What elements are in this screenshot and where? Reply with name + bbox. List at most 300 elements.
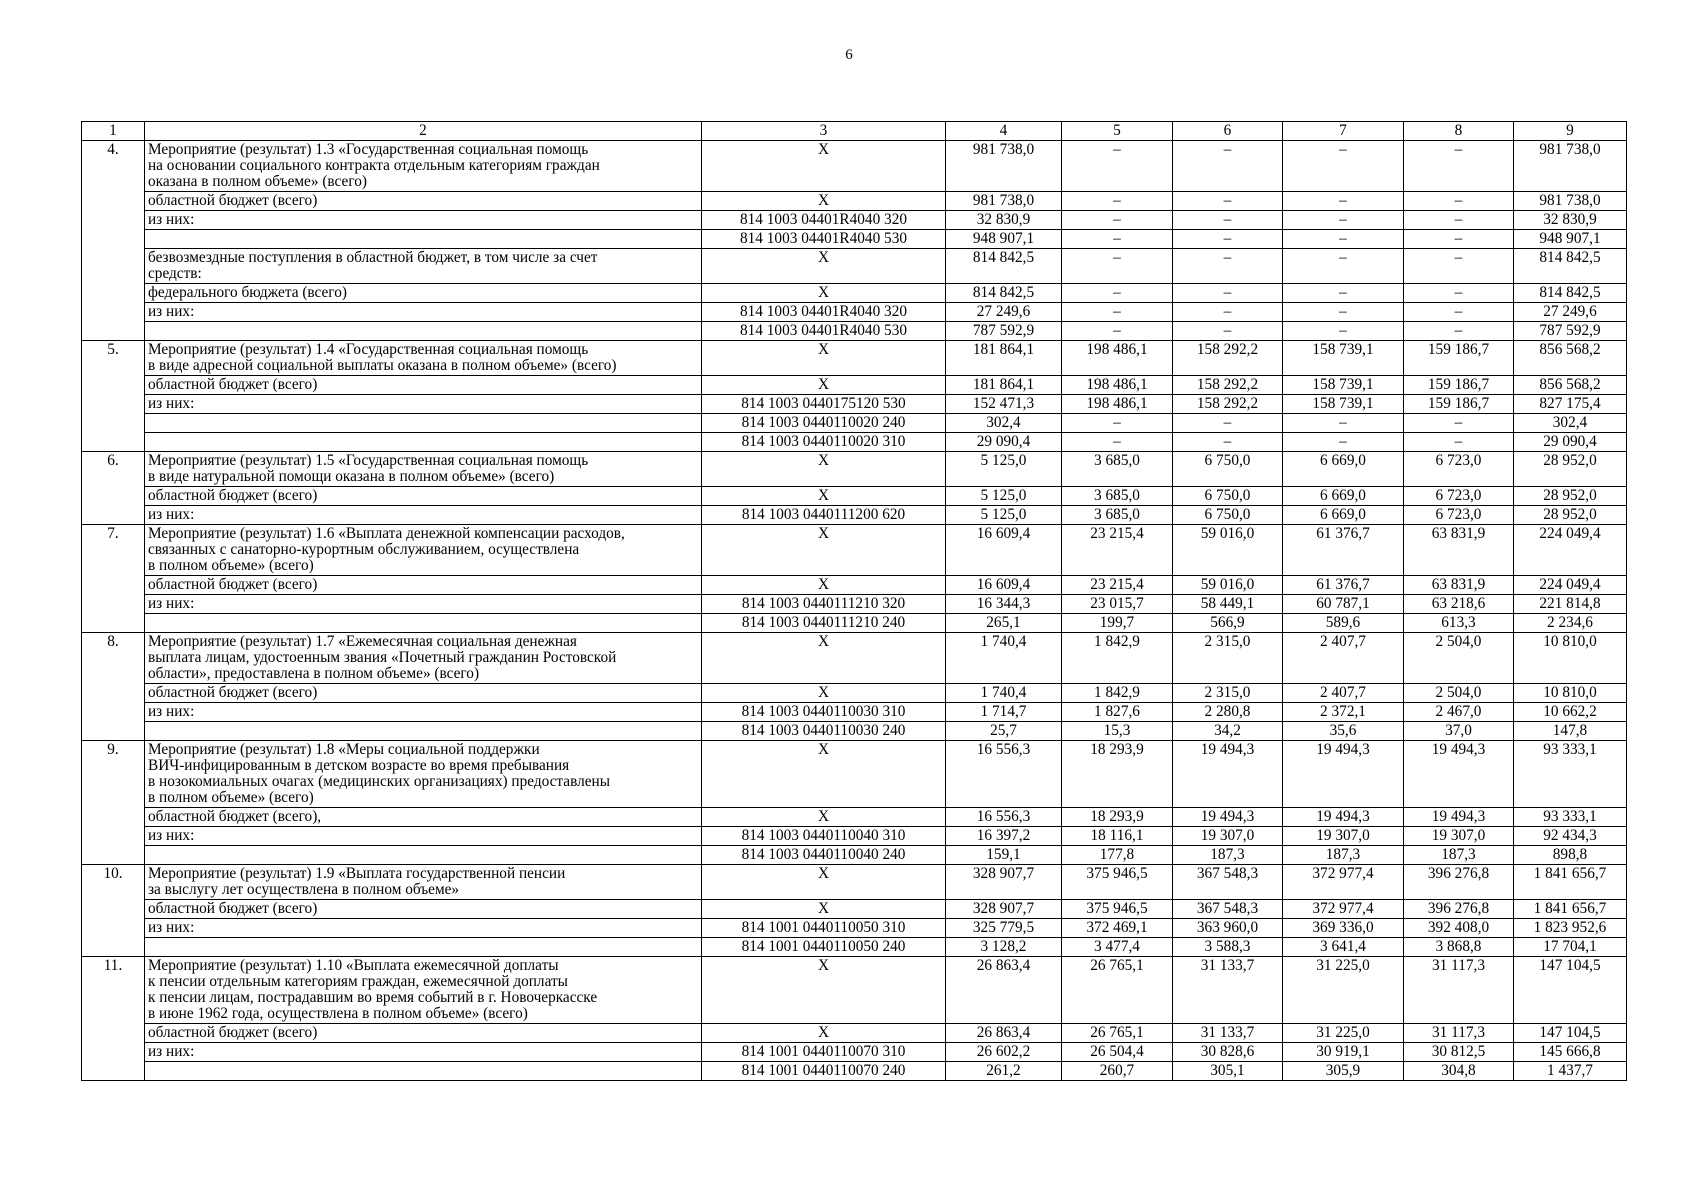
year-value: 32 830,9 [946,211,1062,230]
year-value: 187,3 [1173,846,1283,865]
total-value: 1 841 656,7 [1514,865,1627,900]
budget-code: 814 1003 0440110020 310 [702,433,946,452]
year-value: 18 293,9 [1062,808,1173,827]
sub-row [82,395,1627,414]
total-value: 93 333,1 [1514,808,1627,827]
year-value: – [1062,284,1173,303]
total-value: 1 823 952,6 [1514,919,1627,938]
year-value: 981 738,0 [946,192,1062,211]
year-value: – [1173,322,1283,341]
year-value: – [1062,414,1173,433]
row-description: из них: [145,919,702,938]
year-value: – [1062,230,1173,249]
year-value: – [1404,141,1514,192]
sub-row [82,322,1627,341]
year-value: 3 477,4 [1062,938,1173,957]
year-value: – [1283,414,1404,433]
budget-code: X [702,525,946,576]
year-value: – [1062,249,1173,284]
row-description [145,938,702,957]
measure-row [82,741,1627,808]
year-value: 158 292,2 [1173,341,1283,376]
year-value: 6 750,0 [1173,506,1283,525]
year-value: 6 723,0 [1404,487,1514,506]
year-value: – [1173,141,1283,192]
year-value: 372 977,4 [1283,900,1404,919]
total-value: 147 104,5 [1514,1024,1627,1043]
year-value: 2 407,7 [1283,684,1404,703]
row-description: из них: [145,1043,702,1062]
year-value: 30 812,5 [1404,1043,1514,1062]
year-value: 187,3 [1283,846,1404,865]
budget-code: 814 1003 0440110040 240 [702,846,946,865]
row-description: Мероприятие (результат) 1.5 «Государственная социальная помощь в виде натуральной помощи оказана в полном объеме» (всего) [145,452,702,487]
year-value: 948 907,1 [946,230,1062,249]
total-value: 981 738,0 [1514,192,1627,211]
year-value: 3 128,2 [946,938,1062,957]
total-value: 10 810,0 [1514,633,1627,684]
budget-code: 814 1003 0440175120 530 [702,395,946,414]
year-value: 198 486,1 [1062,395,1173,414]
sub-row [82,487,1627,506]
budget-code: 814 1003 0440111210 320 [702,595,946,614]
year-value: – [1173,192,1283,211]
row-description: федерального бюджета (всего) [145,284,702,303]
total-value: 92 434,3 [1514,827,1627,846]
total-value: 28 952,0 [1514,506,1627,525]
year-value: – [1404,433,1514,452]
year-value: 15,3 [1062,722,1173,741]
sub-row [82,414,1627,433]
total-value: 221 814,8 [1514,595,1627,614]
total-value: 224 049,4 [1514,576,1627,595]
total-value: 1 437,7 [1514,1062,1627,1081]
year-value: – [1062,192,1173,211]
year-value: – [1173,433,1283,452]
year-value: – [1062,433,1173,452]
year-value: 1 842,9 [1062,684,1173,703]
year-value: 814 842,5 [946,284,1062,303]
year-value: 19 307,0 [1283,827,1404,846]
budget-code: X [702,284,946,303]
row-description: Мероприятие (результат) 1.8 «Меры социальной поддержки ВИЧ-инфицированным в детском возрасте во время пребывания в нозокомиальных очагах (медицинских организациях) предоставлены в полном объеме» (всего) [145,741,702,808]
year-value: – [1404,284,1514,303]
budget-code: 814 1003 0440111210 240 [702,614,946,633]
row-description: Мероприятие (результат) 1.7 «Ежемесячная социальная денежная выплата лицам, удостоенным звания «Почетный гражданин Ростовской области», предоставлена в полном объеме» (всего) [145,633,702,684]
year-value: 6 750,0 [1173,452,1283,487]
total-value: 827 175,4 [1514,395,1627,414]
year-value: – [1404,211,1514,230]
budget-code: X [702,1024,946,1043]
year-value: 26 765,1 [1062,957,1173,1024]
budget-code: X [702,633,946,684]
budget-code: X [702,141,946,192]
sub-row [82,900,1627,919]
year-value: 305,1 [1173,1062,1283,1081]
year-value: 363 960,0 [1173,919,1283,938]
row-description: областной бюджет (всего) [145,376,702,395]
column-number-row [82,122,1627,141]
year-value: 31 117,3 [1404,957,1514,1024]
column-number: 9 [1514,122,1627,141]
year-value: 1 740,4 [946,684,1062,703]
sub-row [82,284,1627,303]
total-value: 29 090,4 [1514,433,1627,452]
row-description: из них: [145,827,702,846]
total-value: 224 049,4 [1514,525,1627,576]
year-value: 19 494,3 [1283,808,1404,827]
year-value: 31 133,7 [1173,957,1283,1024]
year-value: – [1283,211,1404,230]
sub-row [82,576,1627,595]
total-value: 93 333,1 [1514,741,1627,808]
budget-code: 814 1003 0440110020 240 [702,414,946,433]
year-value: 26 863,4 [946,957,1062,1024]
year-value: 31 225,0 [1283,957,1404,1024]
year-value: 177,8 [1062,846,1173,865]
year-value: 59 016,0 [1173,576,1283,595]
total-value: 27 249,6 [1514,303,1627,322]
budget-code: 814 1001 0440110070 310 [702,1043,946,1062]
row-description: областной бюджет (всего) [145,576,702,595]
year-value: 2 372,1 [1283,703,1404,722]
measure-row [82,865,1627,900]
item-number: 11. [82,957,145,1081]
year-value: 2 504,0 [1404,684,1514,703]
row-description: из них: [145,303,702,322]
budget-code: X [702,576,946,595]
year-value: 3 685,0 [1062,487,1173,506]
year-value: 159 186,7 [1404,376,1514,395]
row-description [145,846,702,865]
sub-row [82,827,1627,846]
year-value: 981 738,0 [946,141,1062,192]
total-value: 145 666,8 [1514,1043,1627,1062]
year-value: 372 977,4 [1283,865,1404,900]
year-value: 3 641,4 [1283,938,1404,957]
total-value: 147 104,5 [1514,957,1627,1024]
year-value: 1 714,7 [946,703,1062,722]
year-value: – [1283,141,1404,192]
row-description [145,1062,702,1081]
year-value: 814 842,5 [946,249,1062,284]
year-value: 19 494,3 [1173,741,1283,808]
year-value: 16 609,4 [946,525,1062,576]
year-value: 16 397,2 [946,827,1062,846]
year-value: 6 669,0 [1283,487,1404,506]
row-description: Мероприятие (результат) 1.9 «Выплата государственной пенсии за выслугу лет осуществлена в полном объеме» [145,865,702,900]
year-value: 159 186,7 [1404,341,1514,376]
year-value: 6 669,0 [1283,506,1404,525]
budget-code: 814 1001 0440110070 240 [702,1062,946,1081]
year-value: 261,2 [946,1062,1062,1081]
budget-code: 814 1003 04401R4040 320 [702,303,946,322]
total-value: 814 842,5 [1514,249,1627,284]
item-number: 9. [82,741,145,865]
year-value: 16 344,3 [946,595,1062,614]
sub-row [82,722,1627,741]
year-value: 3 868,8 [1404,938,1514,957]
sub-row [82,1043,1627,1062]
year-value: 60 787,1 [1283,595,1404,614]
year-value: 181 864,1 [946,341,1062,376]
row-description: областной бюджет (всего) [145,487,702,506]
sub-row [82,506,1627,525]
year-value: 372 469,1 [1062,919,1173,938]
total-value: 2 234,6 [1514,614,1627,633]
year-value: – [1404,192,1514,211]
sub-row [82,376,1627,395]
total-value: 10 810,0 [1514,684,1627,703]
column-number: 1 [82,122,145,141]
row-description: из них: [145,395,702,414]
year-value: 2 315,0 [1173,684,1283,703]
year-value: 29 090,4 [946,433,1062,452]
budget-code: X [702,487,946,506]
total-value: 32 830,9 [1514,211,1627,230]
budget-code: 814 1001 0440110050 240 [702,938,946,957]
year-value: 37,0 [1404,722,1514,741]
budget-code: 814 1001 0440110050 310 [702,919,946,938]
budget-code: 814 1003 0440110030 240 [702,722,946,741]
year-value: 26 504,4 [1062,1043,1173,1062]
row-description: областной бюджет (всего) [145,900,702,919]
year-value: 396 276,8 [1404,900,1514,919]
budget-code: 814 1003 04401R4040 530 [702,322,946,341]
year-value: 27 249,6 [946,303,1062,322]
total-value: 981 738,0 [1514,141,1627,192]
year-value: 305,9 [1283,1062,1404,1081]
column-number: 5 [1062,122,1173,141]
sub-row [82,938,1627,957]
year-value: 787 592,9 [946,322,1062,341]
row-description: из них: [145,595,702,614]
year-value: 19 307,0 [1404,827,1514,846]
budget-code: X [702,452,946,487]
year-value: 328 907,7 [946,900,1062,919]
sub-row [82,249,1627,284]
year-value: 304,8 [1404,1062,1514,1081]
year-value: 35,6 [1283,722,1404,741]
year-value: 159,1 [946,846,1062,865]
budget-code: 814 1003 0440110030 310 [702,703,946,722]
year-value: 158 292,2 [1173,395,1283,414]
year-value: 6 723,0 [1404,506,1514,525]
budget-code: X [702,376,946,395]
year-value: – [1173,249,1283,284]
budget-code: X [702,741,946,808]
year-value: 198 486,1 [1062,376,1173,395]
year-value: 566,9 [1173,614,1283,633]
year-value: 31 225,0 [1283,1024,1404,1043]
year-value: – [1062,322,1173,341]
total-value: 787 592,9 [1514,322,1627,341]
item-number: 4. [82,141,145,341]
row-description: из них: [145,211,702,230]
budget-code: X [702,192,946,211]
year-value: 613,3 [1404,614,1514,633]
year-value: – [1283,322,1404,341]
year-value: 199,7 [1062,614,1173,633]
row-description: областной бюджет (всего), [145,808,702,827]
year-value: 3 588,3 [1173,938,1283,957]
year-value: 6 669,0 [1283,452,1404,487]
year-value: 2 467,0 [1404,703,1514,722]
year-value: 63 831,9 [1404,576,1514,595]
year-value: 59 016,0 [1173,525,1283,576]
year-value: 1 740,4 [946,633,1062,684]
year-value: 2 280,8 [1173,703,1283,722]
row-description [145,433,702,452]
item-number: 7. [82,525,145,633]
sub-row [82,684,1627,703]
measure-row [82,633,1627,684]
total-value: 302,4 [1514,414,1627,433]
year-value: 23 215,4 [1062,576,1173,595]
sub-row [82,919,1627,938]
total-value: 10 662,2 [1514,703,1627,722]
year-value: 16 556,3 [946,741,1062,808]
year-value: 19 494,3 [1283,741,1404,808]
row-description [145,614,702,633]
year-value: 61 376,7 [1283,525,1404,576]
year-value: 158 292,2 [1173,376,1283,395]
year-value: 34,2 [1173,722,1283,741]
total-value: 856 568,2 [1514,341,1627,376]
year-value: 25,7 [946,722,1062,741]
sub-row [82,192,1627,211]
column-number: 4 [946,122,1062,141]
row-description [145,722,702,741]
row-description: Мероприятие (результат) 1.6 «Выплата денежной компенсации расходов, связанных с санаторно-курортным обслуживанием, осуществлена в полном объеме» (всего) [145,525,702,576]
total-value: 1 841 656,7 [1514,900,1627,919]
year-value: 5 125,0 [946,506,1062,525]
sub-row [82,846,1627,865]
column-number: 7 [1283,122,1404,141]
row-description [145,322,702,341]
year-value: 369 336,0 [1283,919,1404,938]
year-value: 31 133,7 [1173,1024,1283,1043]
total-value: 28 952,0 [1514,487,1627,506]
budget-code: X [702,957,946,1024]
year-value: 58 449,1 [1173,595,1283,614]
row-description: областной бюджет (всего) [145,1024,702,1043]
sub-row [82,808,1627,827]
year-value: – [1062,211,1173,230]
sub-row [82,211,1627,230]
year-value: 158 739,1 [1283,341,1404,376]
column-number: 2 [145,122,702,141]
row-description: Мероприятие (результат) 1.4 «Государственная социальная помощь в виде адресной социальной выплаты оказана в полном объеме» (всего) [145,341,702,376]
year-value: 2 315,0 [1173,633,1283,684]
year-value: 375 946,5 [1062,900,1173,919]
table-body [82,122,1627,1081]
year-value: 30 828,6 [1173,1043,1283,1062]
year-value: 367 548,3 [1173,900,1283,919]
year-value: 302,4 [946,414,1062,433]
budget-code: 814 1003 0440111200 620 [702,506,946,525]
year-value: – [1404,249,1514,284]
year-value: 19 307,0 [1173,827,1283,846]
year-value: 158 739,1 [1283,376,1404,395]
year-value: – [1404,322,1514,341]
year-value: – [1283,284,1404,303]
row-description: Мероприятие (результат) 1.3 «Государственная социальная помощь на основании социального контракта отдельным категориям граждан оказана в полном объеме» (всего) [145,141,702,192]
year-value: – [1404,414,1514,433]
total-value: 17 704,1 [1514,938,1627,957]
measure-row [82,452,1627,487]
year-value: – [1062,303,1173,322]
year-value: 19 494,3 [1173,808,1283,827]
year-value: 63 831,9 [1404,525,1514,576]
year-value: 5 125,0 [946,452,1062,487]
budget-code: X [702,684,946,703]
total-value: 28 952,0 [1514,452,1627,487]
page-number: 6 [845,47,853,63]
year-value: 260,7 [1062,1062,1173,1081]
sub-row [82,230,1627,249]
year-value: – [1173,211,1283,230]
sub-row [82,614,1627,633]
year-value: 6 723,0 [1404,452,1514,487]
row-description: Мероприятие (результат) 1.10 «Выплата ежемесячной доплаты к пенсии отдельным категориям граждан, ежемесячной доплаты к пенсии лицам, пострадавшим во время событий в г. Новочеркасске в июне 1962 года, осуществлена в полном объеме» (всего) [145,957,702,1024]
year-value: 16 556,3 [946,808,1062,827]
year-value: 325 779,5 [946,919,1062,938]
item-number: 5. [82,341,145,452]
year-value: 158 739,1 [1283,395,1404,414]
column-number: 6 [1173,122,1283,141]
year-value: – [1173,303,1283,322]
column-number: 3 [702,122,946,141]
measure-row [82,141,1627,192]
sub-row [82,1062,1627,1081]
year-value: 367 548,3 [1173,865,1283,900]
year-value: 2 407,7 [1283,633,1404,684]
year-value: 392 408,0 [1404,919,1514,938]
year-value: 23 215,4 [1062,525,1173,576]
row-description [145,414,702,433]
budget-code: 814 1003 04401R4040 530 [702,230,946,249]
year-value: 2 504,0 [1404,633,1514,684]
row-description: из них: [145,506,702,525]
year-value: 26 602,2 [946,1043,1062,1062]
measure-row [82,957,1627,1024]
year-value: 396 276,8 [1404,865,1514,900]
year-value: 589,6 [1283,614,1404,633]
budget-code: 814 1003 0440110040 310 [702,827,946,846]
budget-code: X [702,808,946,827]
year-value: 6 750,0 [1173,487,1283,506]
budget-table [81,121,1627,1081]
item-number: 8. [82,633,145,741]
year-value: 26 863,4 [946,1024,1062,1043]
measure-row [82,341,1627,376]
measure-row [82,525,1627,576]
sub-row [82,1024,1627,1043]
year-value: – [1062,141,1173,192]
year-value: – [1173,414,1283,433]
total-value: 814 842,5 [1514,284,1627,303]
year-value: 3 685,0 [1062,452,1173,487]
total-value: 856 568,2 [1514,376,1627,395]
year-value: 3 685,0 [1062,506,1173,525]
row-description [145,230,702,249]
budget-code: X [702,249,946,284]
year-value: 18 116,1 [1062,827,1173,846]
budget-code: 814 1003 04401R4040 320 [702,211,946,230]
total-value: 948 907,1 [1514,230,1627,249]
year-value: 265,1 [946,614,1062,633]
